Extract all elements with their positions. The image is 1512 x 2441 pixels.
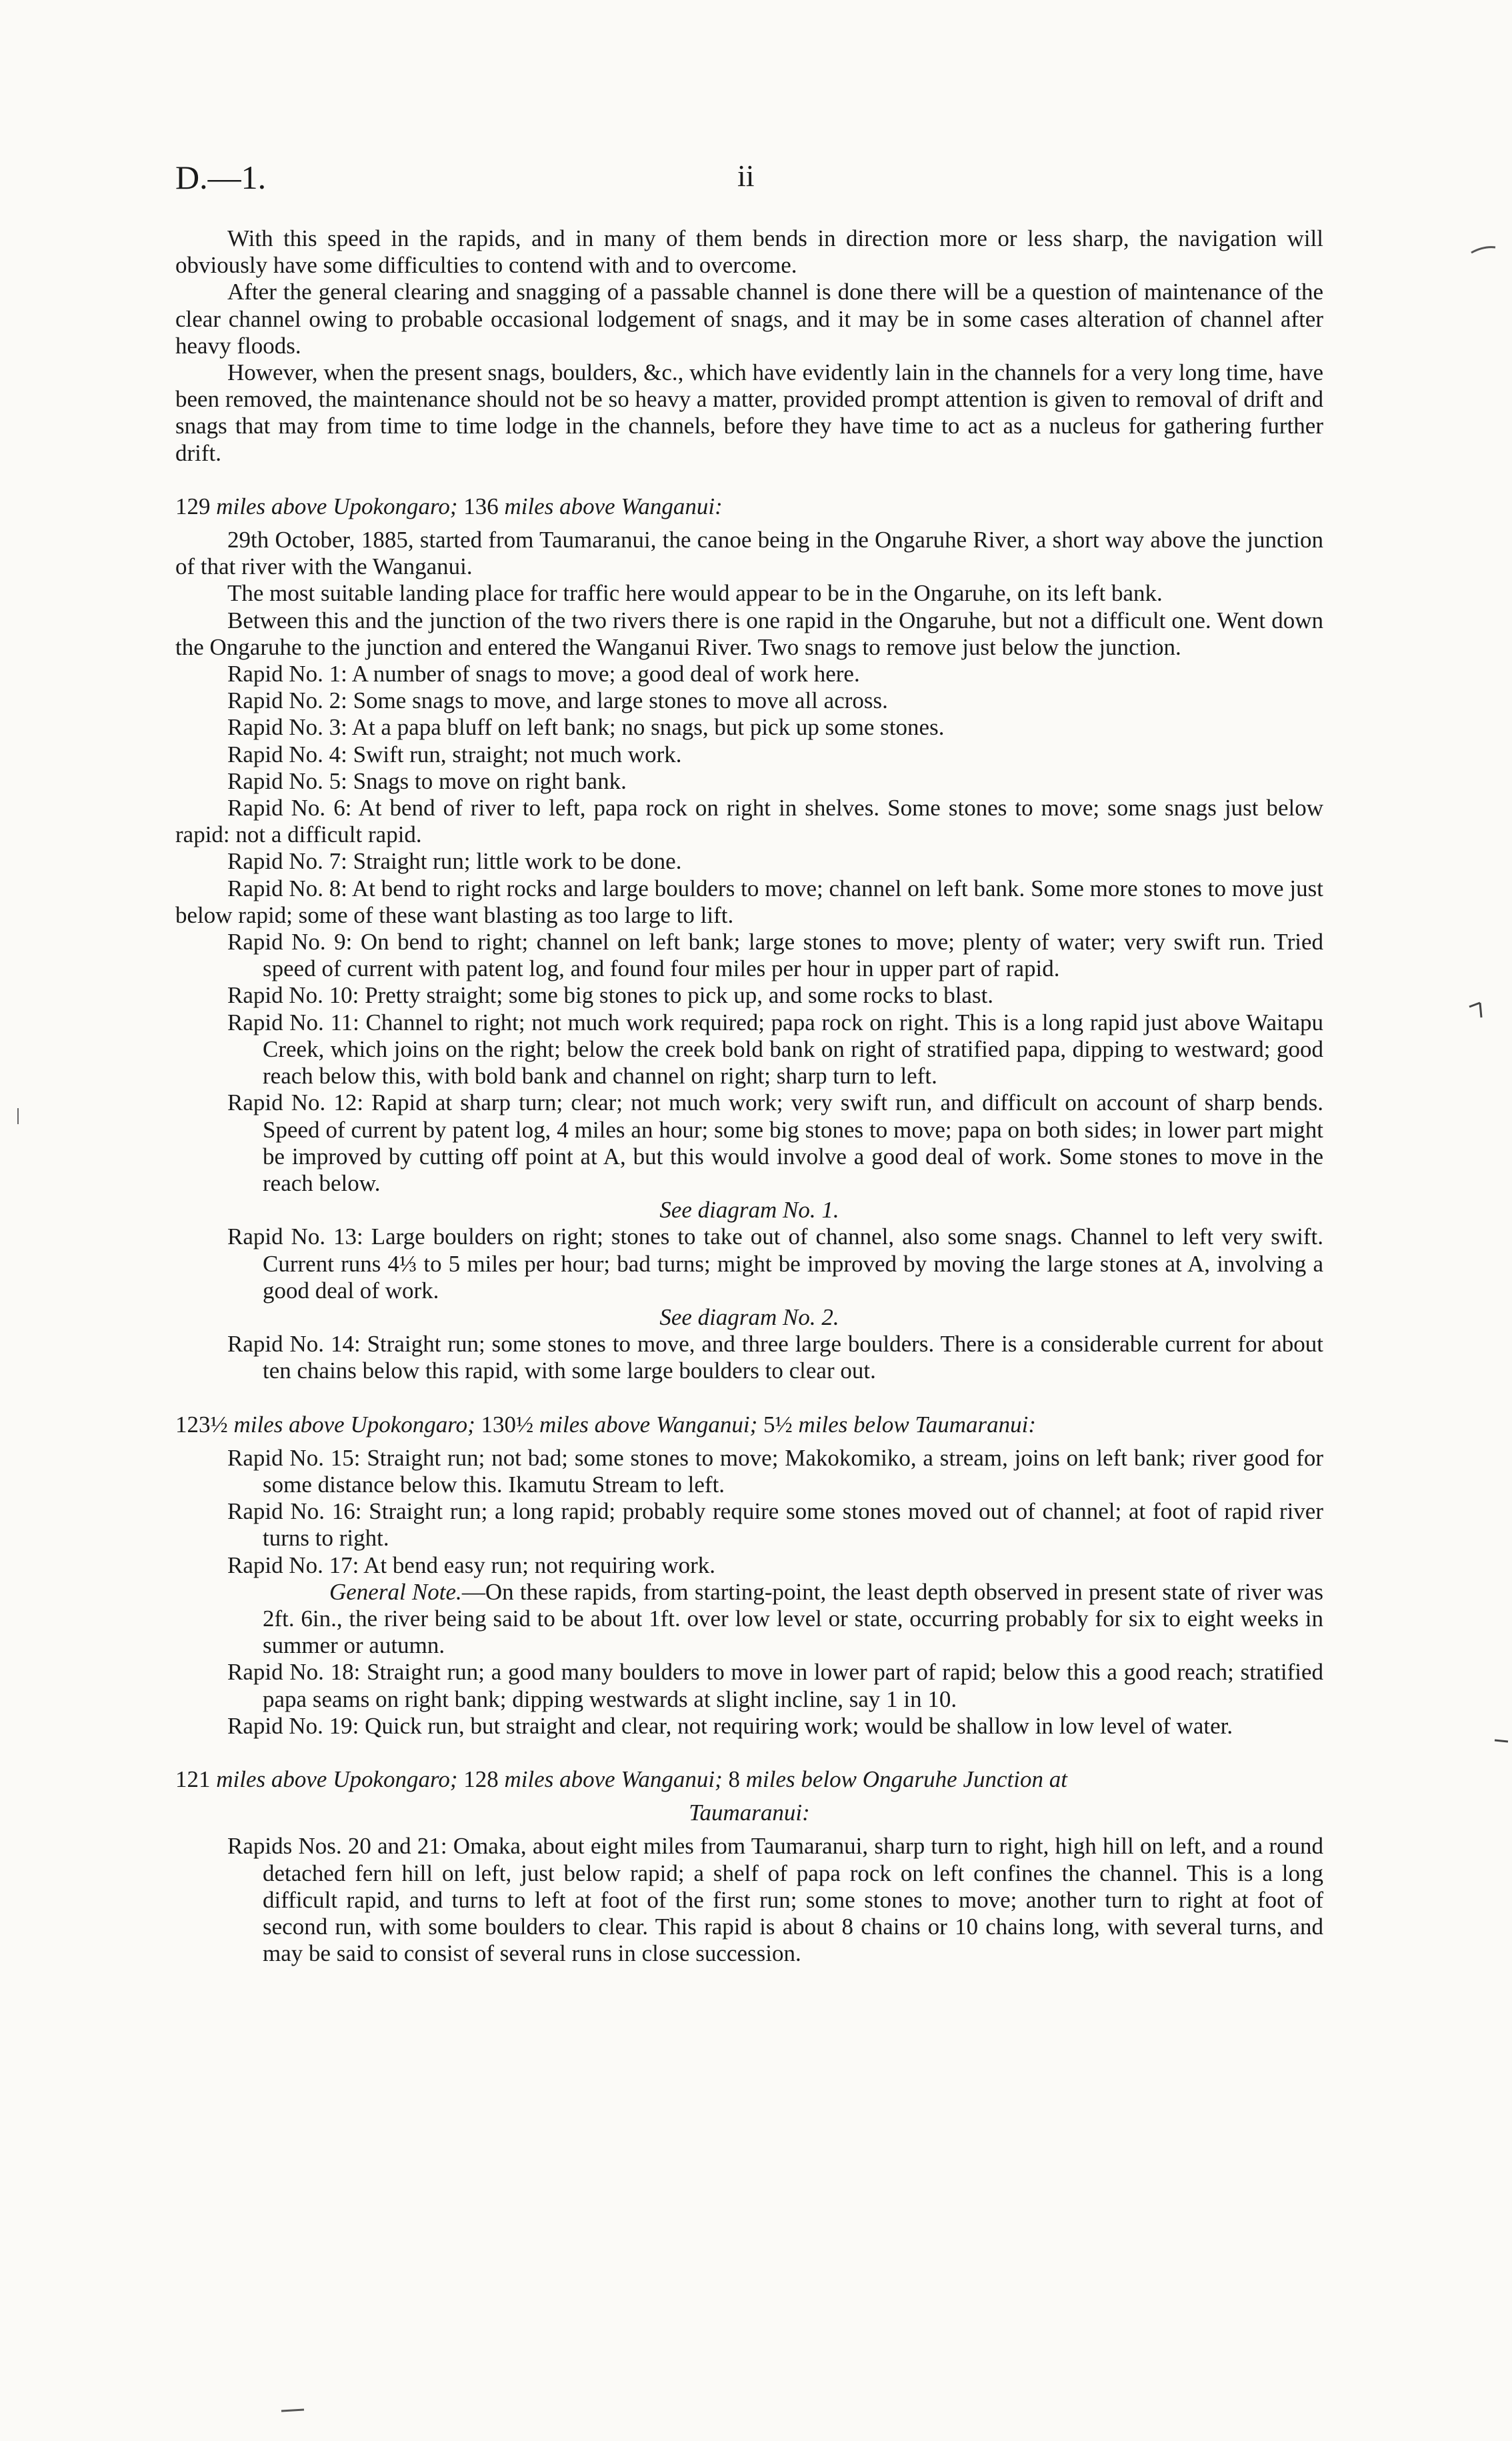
- scan-mark: [280, 2407, 307, 2415]
- scan-mark: [1493, 1737, 1509, 1744]
- diagram-reference: See diagram No. 1.: [659, 1197, 839, 1224]
- rapid-entry: Rapid No. 4: Swift run, straight; not much work.: [227, 741, 682, 767]
- rapid-entry: Rapid No. 14: Straight run; some stones to move, and three large boulders. There is a considerable current for about ten chains below this rapid, with some large boulders to clear out.: [227, 1331, 1323, 1384]
- rapid-entry: Rapid No. 10: Pretty straight; some big stones to pick up, and some rocks to blast.: [227, 982, 994, 1009]
- rapid-entry: Rapid No. 16: Straight run; a long rapid; probably require some stones moved out of channel; at foot of rapid river turns to right.: [227, 1498, 1323, 1552]
- rapid-entry: Rapid No. 7: Straight run; little work to be done.: [227, 848, 682, 875]
- scan-mark: [1467, 1000, 1487, 1020]
- scan-mark: [15, 1107, 21, 1127]
- rapid-entry: Rapid No. 6: At bend of river to left, papa rock on right in shelves. Some stones to move; some snags just below rapid: not a difficult rapid.: [175, 795, 1323, 848]
- paragraph: The most suitable landing place for traffic here would appear to be in the Ongaruhe, on its left bank.: [227, 580, 1163, 607]
- general-note: General Note.—On these rapids, from starting-point, the least depth observed in present state of river was 2ft. 6in., the river being said to be about 1ft. over low level or state, occurring probably for six to eight weeks in summer or autumn.: [263, 1578, 1323, 1659]
- section-heading-3-continued: Taumaranui:: [689, 1800, 810, 1826]
- rapid-entry: Rapid No. 2: Some snags to move, and large stones to move all across.: [227, 687, 888, 714]
- section-heading-1: 129 miles above Upokongaro; 136 miles above Wanganui:: [175, 493, 723, 519]
- document-reference: D.—1.: [175, 159, 267, 196]
- rapid-entry: Rapid No. 15: Straight run; not bad; some stones to move; Makokomiko, a stream, joins on left bank; river good for some distance below this. Ikamutu Stream to left.: [227, 1444, 1323, 1498]
- rapid-entry: Rapid No. 3: At a papa bluff on left bank; no snags, but pick up some stones.: [227, 714, 945, 741]
- rapid-entry: Rapid No. 8: At bend to right rocks and large boulders to move; channel on left bank. Some more stones to move just below rapid; some of these want blasting as too large to lift.: [175, 875, 1323, 928]
- page-number: ii: [737, 159, 755, 193]
- paragraph: With this speed in the rapids, and in many of them bends in direction more or less sharp, the navigation will obviously have some difficulties to contend with and to overcome.: [175, 225, 1323, 279]
- rapid-entry: Rapid No. 12: Rapid at sharp turn; clear; not much work; very swift run, and difficult on account of sharp bends. Speed of current by patent log, 4 miles an hour; some big stones to move; papa on both sides; in lower part might be improved by cutting off point at A, but this would involve a good deal of work. Some stones to move in the reach below.: [227, 1089, 1323, 1196]
- rapid-entry: Rapids Nos. 20 and 21: Omaka, about eight miles from Taumaranui, sharp turn to right, high hill on left, and a round detached fern hill on left, just below rapid; a shelf of papa rock on left confines the channel. This is a long difficult rapid, and turns to left at foot of the first run; some stones to move; another turn to right at foot of second run, with some boulders to clear. This rapid is about 8 chains or 10 chains long, with several turns, and may be said to consist of several runs in close succession.: [227, 1833, 1323, 1967]
- section-heading-3: 121 miles above Upokongaro; 128 miles above Wanganui; 8 miles below Ongaruhe Junction at: [175, 1766, 1067, 1792]
- rapid-entry: Rapid No. 11: Channel to right; not much work required; papa rock on right. This is a long rapid just above Waitapu Creek, which joins on the right; below the creek bold bank on right of stratified papa, dipping to westward; good reach below this, with bold bank and channel on right; sharp turn to left.: [227, 1009, 1323, 1089]
- rapid-entry: Rapid No. 5: Snags to move on right bank.: [227, 767, 627, 794]
- paragraph: After the general clearing and snagging of a passable channel is done there will be a question of maintenance of the clear channel owing to probable occasional lodgement of snags, and it may be in some cases alteration of channel after heavy floods.: [175, 279, 1323, 359]
- rapid-entry: Rapid No. 1: A number of snags to move; a good deal of work here.: [227, 661, 860, 687]
- rapid-entry: Rapid No. 17: At bend easy run; not requiring work.: [227, 1552, 715, 1578]
- rapid-entry: Rapid No. 9: On bend to right; channel on left bank; large stones to move; plenty of water; very swift run. Tried speed of current with patent log, and found four miles per hour in upper part of rapid.: [227, 929, 1323, 982]
- diagram-reference: See diagram No. 2.: [659, 1304, 839, 1330]
- rapid-entry: Rapid No. 13: Large boulders on right; stones to take out of channel, also some snags. Channel to left very swift. Current runs 4⅓ to 5 miles per hour; bad turns; might be improved by moving the large stones at A, involving a good deal of work.: [227, 1224, 1323, 1304]
- section-heading-2: 123½ miles above Upokongaro; 130½ miles above Wanganui; 5½ miles below Taumaranui:: [175, 1411, 1037, 1438]
- paragraph: Between this and the junction of the two rivers there is one rapid in the Ongaruhe, but not a difficult one. Went down the Ongaruhe to the junction and entered the Wanganui River. Two snags to remove just below the junction.: [175, 607, 1323, 660]
- paragraph: However, when the present snags, boulders, &c., which have evidently lain in the channels for a very long time, have been removed, the maintenance should not be so heavy a matter, provided prompt attention is given to removal of drift and snags that may from time to time lodge in the channels, before they have time to act as a nucleus for gathering further drift.: [175, 359, 1323, 466]
- rapid-entry: Rapid No. 18: Straight run; a good many boulders to move in lower part of rapid; below this a good reach; stratified papa seams on right bank; dipping westwards at slight incline, say 1 in 10.: [227, 1659, 1323, 1712]
- paragraph: 29th October, 1885, started from Taumaranui, the canoe being in the Ongaruhe River, a short way above the junction of that river with the Wanganui.: [175, 527, 1323, 580]
- rapid-entry: Rapid No. 19: Quick run, but straight and clear, not requiring work; would be shallow in low level of water.: [227, 1712, 1233, 1739]
- scan-mark: [1470, 243, 1497, 257]
- document-body: [175, 225, 1323, 1967]
